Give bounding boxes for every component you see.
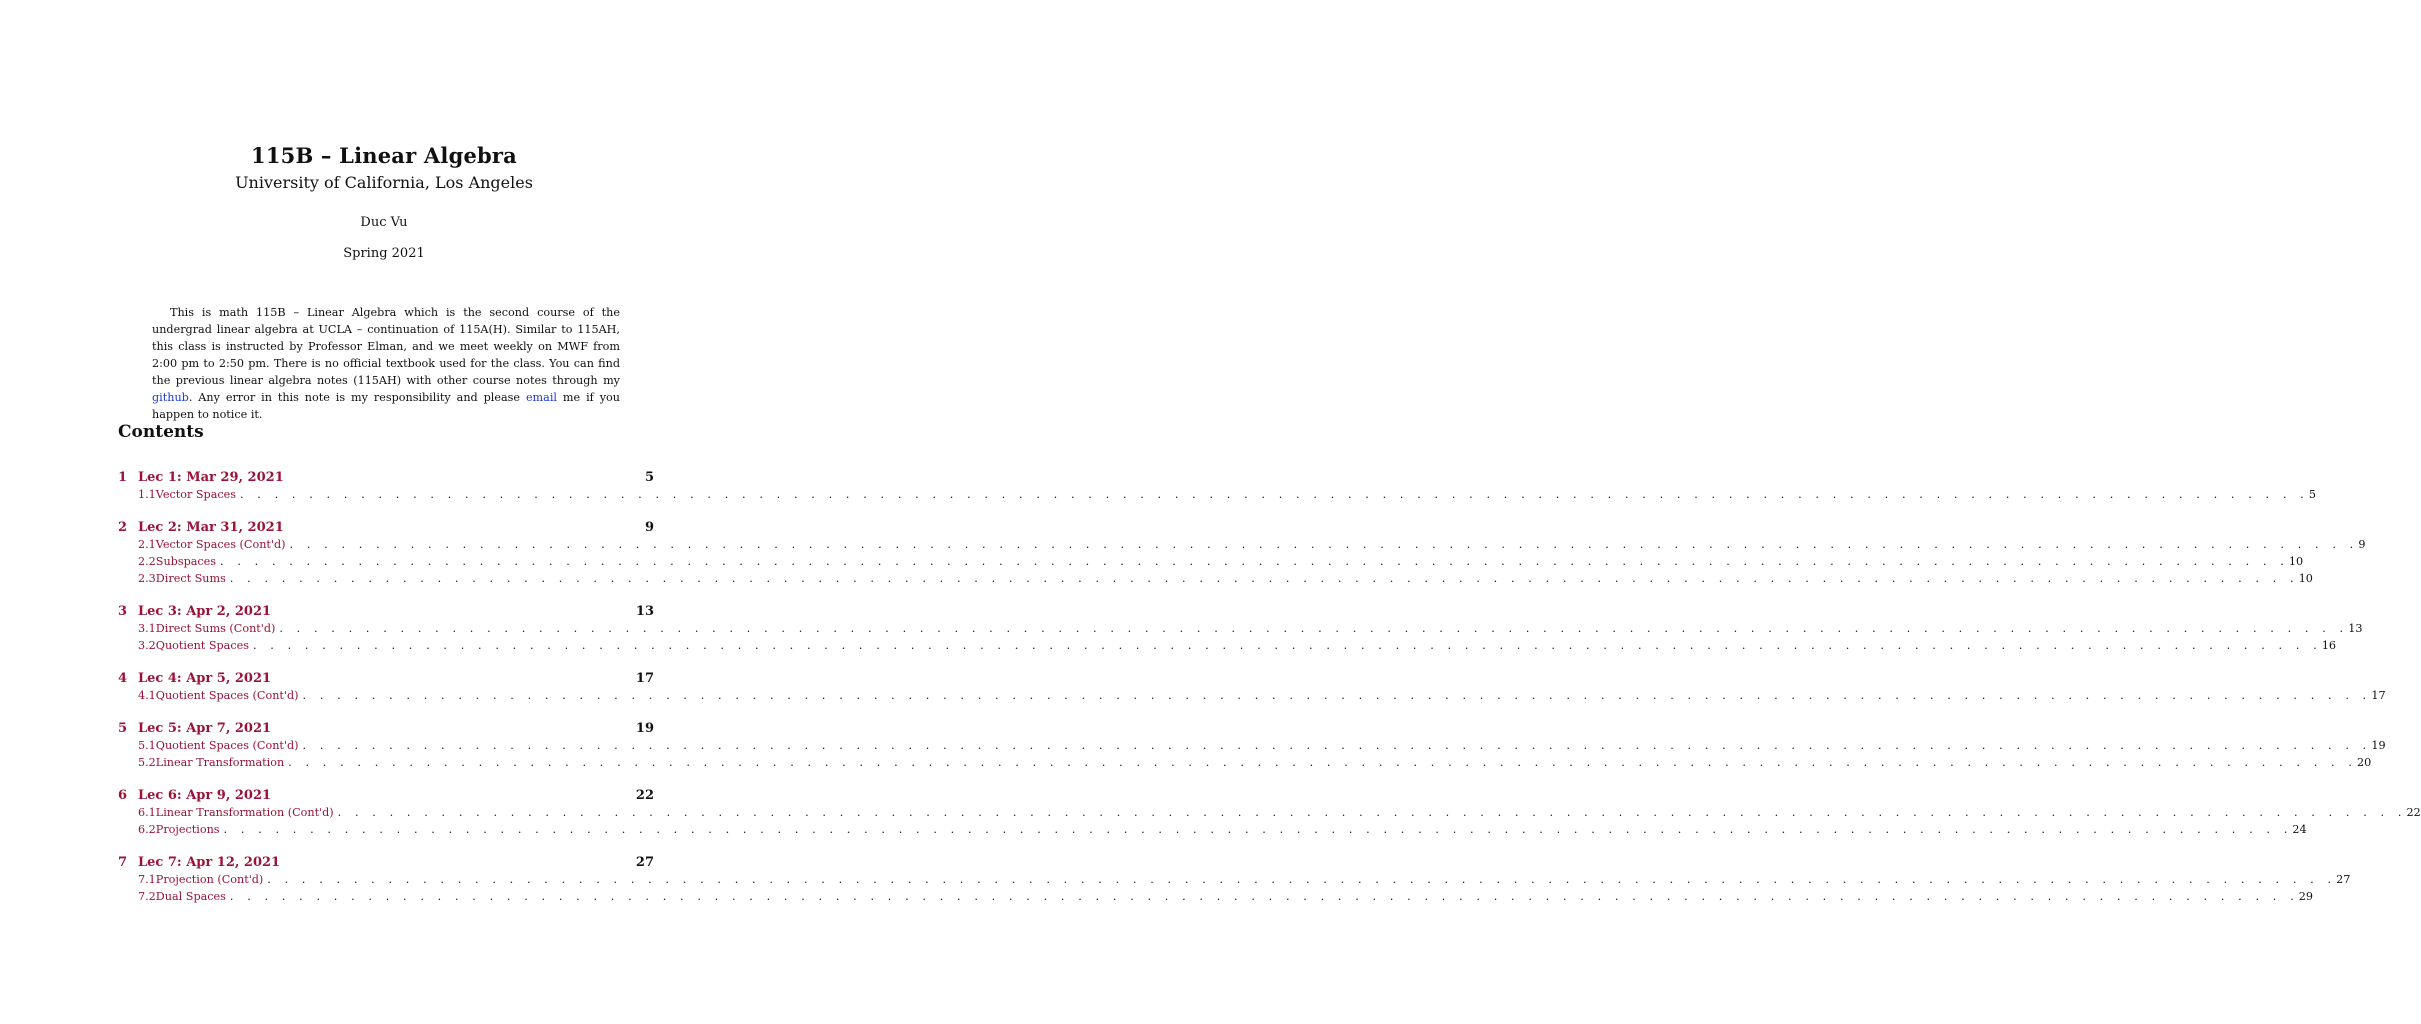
toc-subsection-page: 9	[2358, 538, 2366, 551]
toc-subsection-title[interactable]: Dual Spaces	[155, 890, 226, 903]
toc-section-title[interactable]: Lec 6: Apr 9, 2021	[138, 788, 272, 803]
toc-subsection-entry[interactable]	[118, 689, 2386, 706]
toc-subsection-title[interactable]: Projection (Cont'd)	[155, 873, 264, 886]
toc-section-entry[interactable]	[118, 721, 654, 739]
toc-subsection-page: 24	[2292, 823, 2307, 836]
toc-subsection-title[interactable]: Vector Spaces (Cont'd)	[155, 538, 286, 551]
toc-subsection-page: 10	[2298, 572, 2313, 585]
toc-subsection-entry[interactable]	[118, 622, 2363, 639]
toc-dot-leader: . . . . . . . . . . . . . . . . . . . . . . . . . . . . . . . . . . . . . . . . . . . . . . . . . . . . . . . . . . . . . . . . . . . . . . . . . . . . . . . . . . . . . . . . . . . . . . . . . . . . . . . . . . . . . . . . . . . . . . . .	[302, 739, 2372, 752]
toc-section-entry[interactable]	[118, 604, 654, 622]
toc-section-page: 27	[635, 855, 654, 870]
toc-dot-leader: . . . . . . . . . . . . . . . . . . . . . . . . . . . . . . . . . . . . . . . . . . . . . . . . . . . . . . . . . . . . . . . . . . . . . . . . . . . . . . . . . . . . . . . . . . . . . . . . . . . . . . . . . . . . . . . . . . . . . . . .	[289, 538, 2359, 551]
toc-dot-leader: . . . . . . . . . . . . . . . . . . . . . . . . . . . . . . . . . . . . . . . . . . . . . . . . . . . . . . . . . . . . . . . . . . . . . . . . . . . . . . . . . . . . . . . . . . . . . . . . . . . . . . . . . . . . . . . . . . . . . . . .	[223, 823, 2293, 836]
toc-subsection-page: 16	[2321, 639, 2337, 652]
toc-section-page: 5	[644, 470, 654, 485]
toc-section-title[interactable]: Lec 5: Apr 7, 2021	[138, 721, 272, 736]
toc-section	[118, 721, 2386, 773]
toc-section-number: 3	[118, 604, 128, 619]
toc-subsection-entry[interactable]	[118, 572, 2313, 589]
abstract-paragraph	[152, 304, 620, 423]
toc-subsection-title[interactable]: Direct Sums	[155, 572, 226, 585]
toc-subsection-number: 6.1	[138, 806, 156, 819]
toc-section	[118, 788, 2421, 840]
toc-subsection-entry[interactable]	[118, 873, 2351, 890]
toc-subsection-number: 7.2	[138, 890, 156, 903]
toc-subsection-page: 5	[2308, 488, 2316, 501]
toc-subsection-entry[interactable]	[118, 756, 2372, 773]
toc-dot-leader: . . . . . . . . . . . . . . . . . . . . . . . . . . . . . . . . . . . . . . . . . . . . . . . . . . . . . . . . . . . . . . . . . . . . . . . . . . . . . . . . . . . . . . . . . . . . . . . . . . . . . . . . . . . . . . . . . . . . . . . .	[229, 890, 2299, 903]
toc-subsection-entry[interactable]	[118, 639, 2337, 656]
toc-subsection-page: 29	[2298, 890, 2313, 903]
toc-section-title[interactable]: Lec 7: Apr 12, 2021	[138, 855, 281, 870]
toc-subsection-number: 2.1	[138, 538, 156, 551]
toc-subsection-number: 5.1	[138, 739, 156, 752]
toc-section-page: 13	[635, 604, 654, 619]
toc-subsection-title[interactable]: Vector Spaces	[155, 488, 236, 501]
toc-subsection-number: 4.1	[138, 689, 156, 702]
toc-section-page: 9	[644, 520, 654, 535]
toc-subsection-page: 20	[2356, 756, 2372, 769]
toc-subsection-page: 22	[2406, 806, 2421, 819]
toc-dot-leader: . . . . . . . . . . . . . . . . . . . . . . . . . . . . . . . . . . . . . . . . . . . . . . . . . . . . . . . . . . . . . . . . . . . . . . . . . . . . . . . . . . . . . . . . . . . . . . . . . . . . . . . . . . . . . . . . . . . . . . . .	[229, 572, 2299, 585]
toc-section	[118, 604, 2363, 656]
document-subtitle: University of California, Los Angeles	[235, 173, 533, 192]
toc-subsection-number: 3.1	[138, 622, 156, 635]
toc-section-title[interactable]: Lec 2: Mar 31, 2021	[138, 520, 284, 535]
contents-heading: Contents	[118, 422, 204, 442]
toc-section-page: 19	[635, 721, 654, 736]
toc-subsection-number: 2.3	[138, 572, 156, 585]
toc-subsection-number: 5.2	[138, 756, 156, 769]
toc-section-entry[interactable]	[118, 788, 654, 806]
toc-subsection-title[interactable]: Direct Sums (Cont'd)	[155, 622, 276, 635]
toc-section-number: 1	[118, 470, 128, 485]
toc-section-entry[interactable]	[118, 855, 654, 873]
toc-subsection-title[interactable]: Quotient Spaces (Cont'd)	[155, 689, 299, 702]
toc-section-title[interactable]: Lec 1: Mar 29, 2021	[138, 470, 284, 485]
toc-section-entry[interactable]	[118, 520, 654, 538]
toc-section	[118, 520, 2366, 589]
toc-subsection-number: 6.2	[138, 823, 156, 836]
toc-dot-leader: . . . . . . . . . . . . . . . . . . . . . . . . . . . . . . . . . . . . . . . . . . . . . . . . . . . . . . . . . . . . . . . . . . . . . . . . . . . . . . . . . . . . . . . . . . . . . . . . . . . . . . . . . . . . . . . . . . . . . . . .	[302, 689, 2372, 702]
toc-section-number: 2	[118, 520, 128, 535]
abstract-text: me if you happen to notice it.	[152, 391, 620, 421]
toc-section-number: 7	[118, 855, 128, 870]
abstract-text: . Any error in this note is my responsibility and please	[188, 391, 526, 404]
toc-subsection-number: 1.1	[138, 488, 156, 501]
toc-section-entry[interactable]	[118, 671, 654, 689]
toc-section-number: 5	[118, 721, 128, 736]
toc-dot-leader: . . . . . . . . . . . . . . . . . . . . . . . . . . . . . . . . . . . . . . . . . . . . . . . . . . . . . . . . . . . . . . . . . . . . . . . . . . . . . . . . . . . . . . . . . . . . . . . . . . . . . . . . . . . . . . . . . . . . . . . .	[252, 639, 2322, 652]
toc-dot-leader: . . . . . . . . . . . . . . . . . . . . . . . . . . . . . . . . . . . . . . . . . . . . . . . . . . . . . . . . . . . . . . . . . . . . . . . . . . . . . . . . . . . . . . . . . . . . . . . . . . . . . . . . . . . . . . . . . . . . . . . .	[279, 622, 2349, 635]
toc-section-number: 4	[118, 671, 128, 686]
toc-subsection-page: 17	[2371, 689, 2386, 702]
toc-subsection-entry[interactable]	[118, 823, 2307, 840]
toc-section-title[interactable]: Lec 3: Apr 2, 2021	[138, 604, 272, 619]
toc-section	[118, 470, 2316, 505]
toc-subsection-number: 3.2	[138, 639, 156, 652]
document-title: 115B – Linear Algebra	[251, 143, 517, 168]
toc-dot-leader: . . . . . . . . . . . . . . . . . . . . . . . . . . . . . . . . . . . . . . . . . . . . . . . . . . . . . . . . . . . . . . . . . . . . . . . . . . . . . . . . . . . . . . . . . . . . . . . . . . . . . . . . . . . . . . . . . . . . . . . .	[288, 756, 2357, 769]
toc-subsection-title[interactable]: Quotient Spaces (Cont'd)	[155, 739, 299, 752]
toc-subsection-title[interactable]: Linear Transformation (Cont'd)	[155, 806, 334, 819]
toc-subsection-entry[interactable]	[118, 538, 2366, 555]
toc-section-entry[interactable]	[118, 470, 654, 488]
toc-section	[118, 671, 2386, 706]
toc-subsection-page: 13	[2348, 622, 2363, 635]
toc-subsection-entry[interactable]	[118, 806, 2421, 823]
toc-subsection-page: 19	[2371, 739, 2386, 752]
toc-subsection-title[interactable]: Projections	[155, 823, 220, 836]
toc-dot-leader: . . . . . . . . . . . . . . . . . . . . . . . . . . . . . . . . . . . . . . . . . . . . . . . . . . . . . . . . . . . . . . . . . . . . . . . . . . . . . . . . . . . . . . . . . . . . . . . . . . . . . . . . . . . . . . . . . . . . . . . .	[267, 873, 2337, 886]
toc-dot-leader: . . . . . . . . . . . . . . . . . . . . . . . . . . . . . . . . . . . . . . . . . . . . . . . . . . . . . . . . . . . . . . . . . . . . . . . . . . . . . . . . . . . . . . . . . . . . . . . . . . . . . . . . . . . . . . . . . . . . . . . .	[220, 555, 2289, 568]
toc-subsection-title[interactable]: Linear Transformation	[155, 756, 285, 769]
document-date: Spring 2021	[343, 246, 425, 261]
toc-subsection-title[interactable]: Subspaces	[155, 555, 217, 568]
toc-subsection-number: 2.2	[138, 555, 156, 568]
toc-subsection-title[interactable]: Quotient Spaces	[155, 639, 249, 652]
toc-section-page: 17	[635, 671, 654, 686]
toc-subsection-page: 27	[2336, 873, 2351, 886]
github-link[interactable]: github	[152, 391, 189, 404]
toc-dot-leader: . . . . . . . . . . . . . . . . . . . . . . . . . . . . . . . . . . . . . . . . . . . . . . . . . . . . . . . . . . . . . . . . . . . . . . . . . . . . . . . . . . . . . . . . . . . . . . . . . . . . . . . . . . . . . . . . . . . . . . . .	[337, 806, 2407, 819]
toc-subsection-entry[interactable]	[118, 890, 2313, 907]
toc-section-number: 6	[118, 788, 128, 803]
toc-section-title[interactable]: Lec 4: Apr 5, 2021	[138, 671, 272, 686]
email-link[interactable]: email	[525, 391, 557, 404]
toc-subsection-page: 10	[2288, 555, 2304, 568]
toc-section	[118, 855, 2351, 907]
toc-section-page: 22	[635, 788, 654, 803]
toc-subsection-entry[interactable]	[118, 555, 2304, 572]
toc-subsection-entry[interactable]	[118, 739, 2386, 756]
toc-subsection-entry[interactable]	[118, 488, 2316, 505]
document-author: Duc Vu	[360, 215, 408, 230]
table-of-contents	[118, 470, 2421, 922]
abstract-text: This is math 115B – Linear Algebra which is the second course of the undergrad linear algebra at UCLA – continuation of 115A(H). Similar to 115AH, this class is instructed by Professor Elman, and we meet weekly on MWF from 2:00 pm to 2:50 pm. There is no official textbook used for the class. You can find the previous linear algebra notes (115AH) with other course notes through my	[152, 306, 620, 387]
toc-subsection-number: 7.1	[138, 873, 156, 886]
toc-dot-leader: . . . . . . . . . . . . . . . . . . . . . . . . . . . . . . . . . . . . . . . . . . . . . . . . . . . . . . . . . . . . . . . . . . . . . . . . . . . . . . . . . . . . . . . . . . . . . . . . . . . . . . . . . . . . . . . . . . . . . . . .	[240, 488, 2309, 501]
